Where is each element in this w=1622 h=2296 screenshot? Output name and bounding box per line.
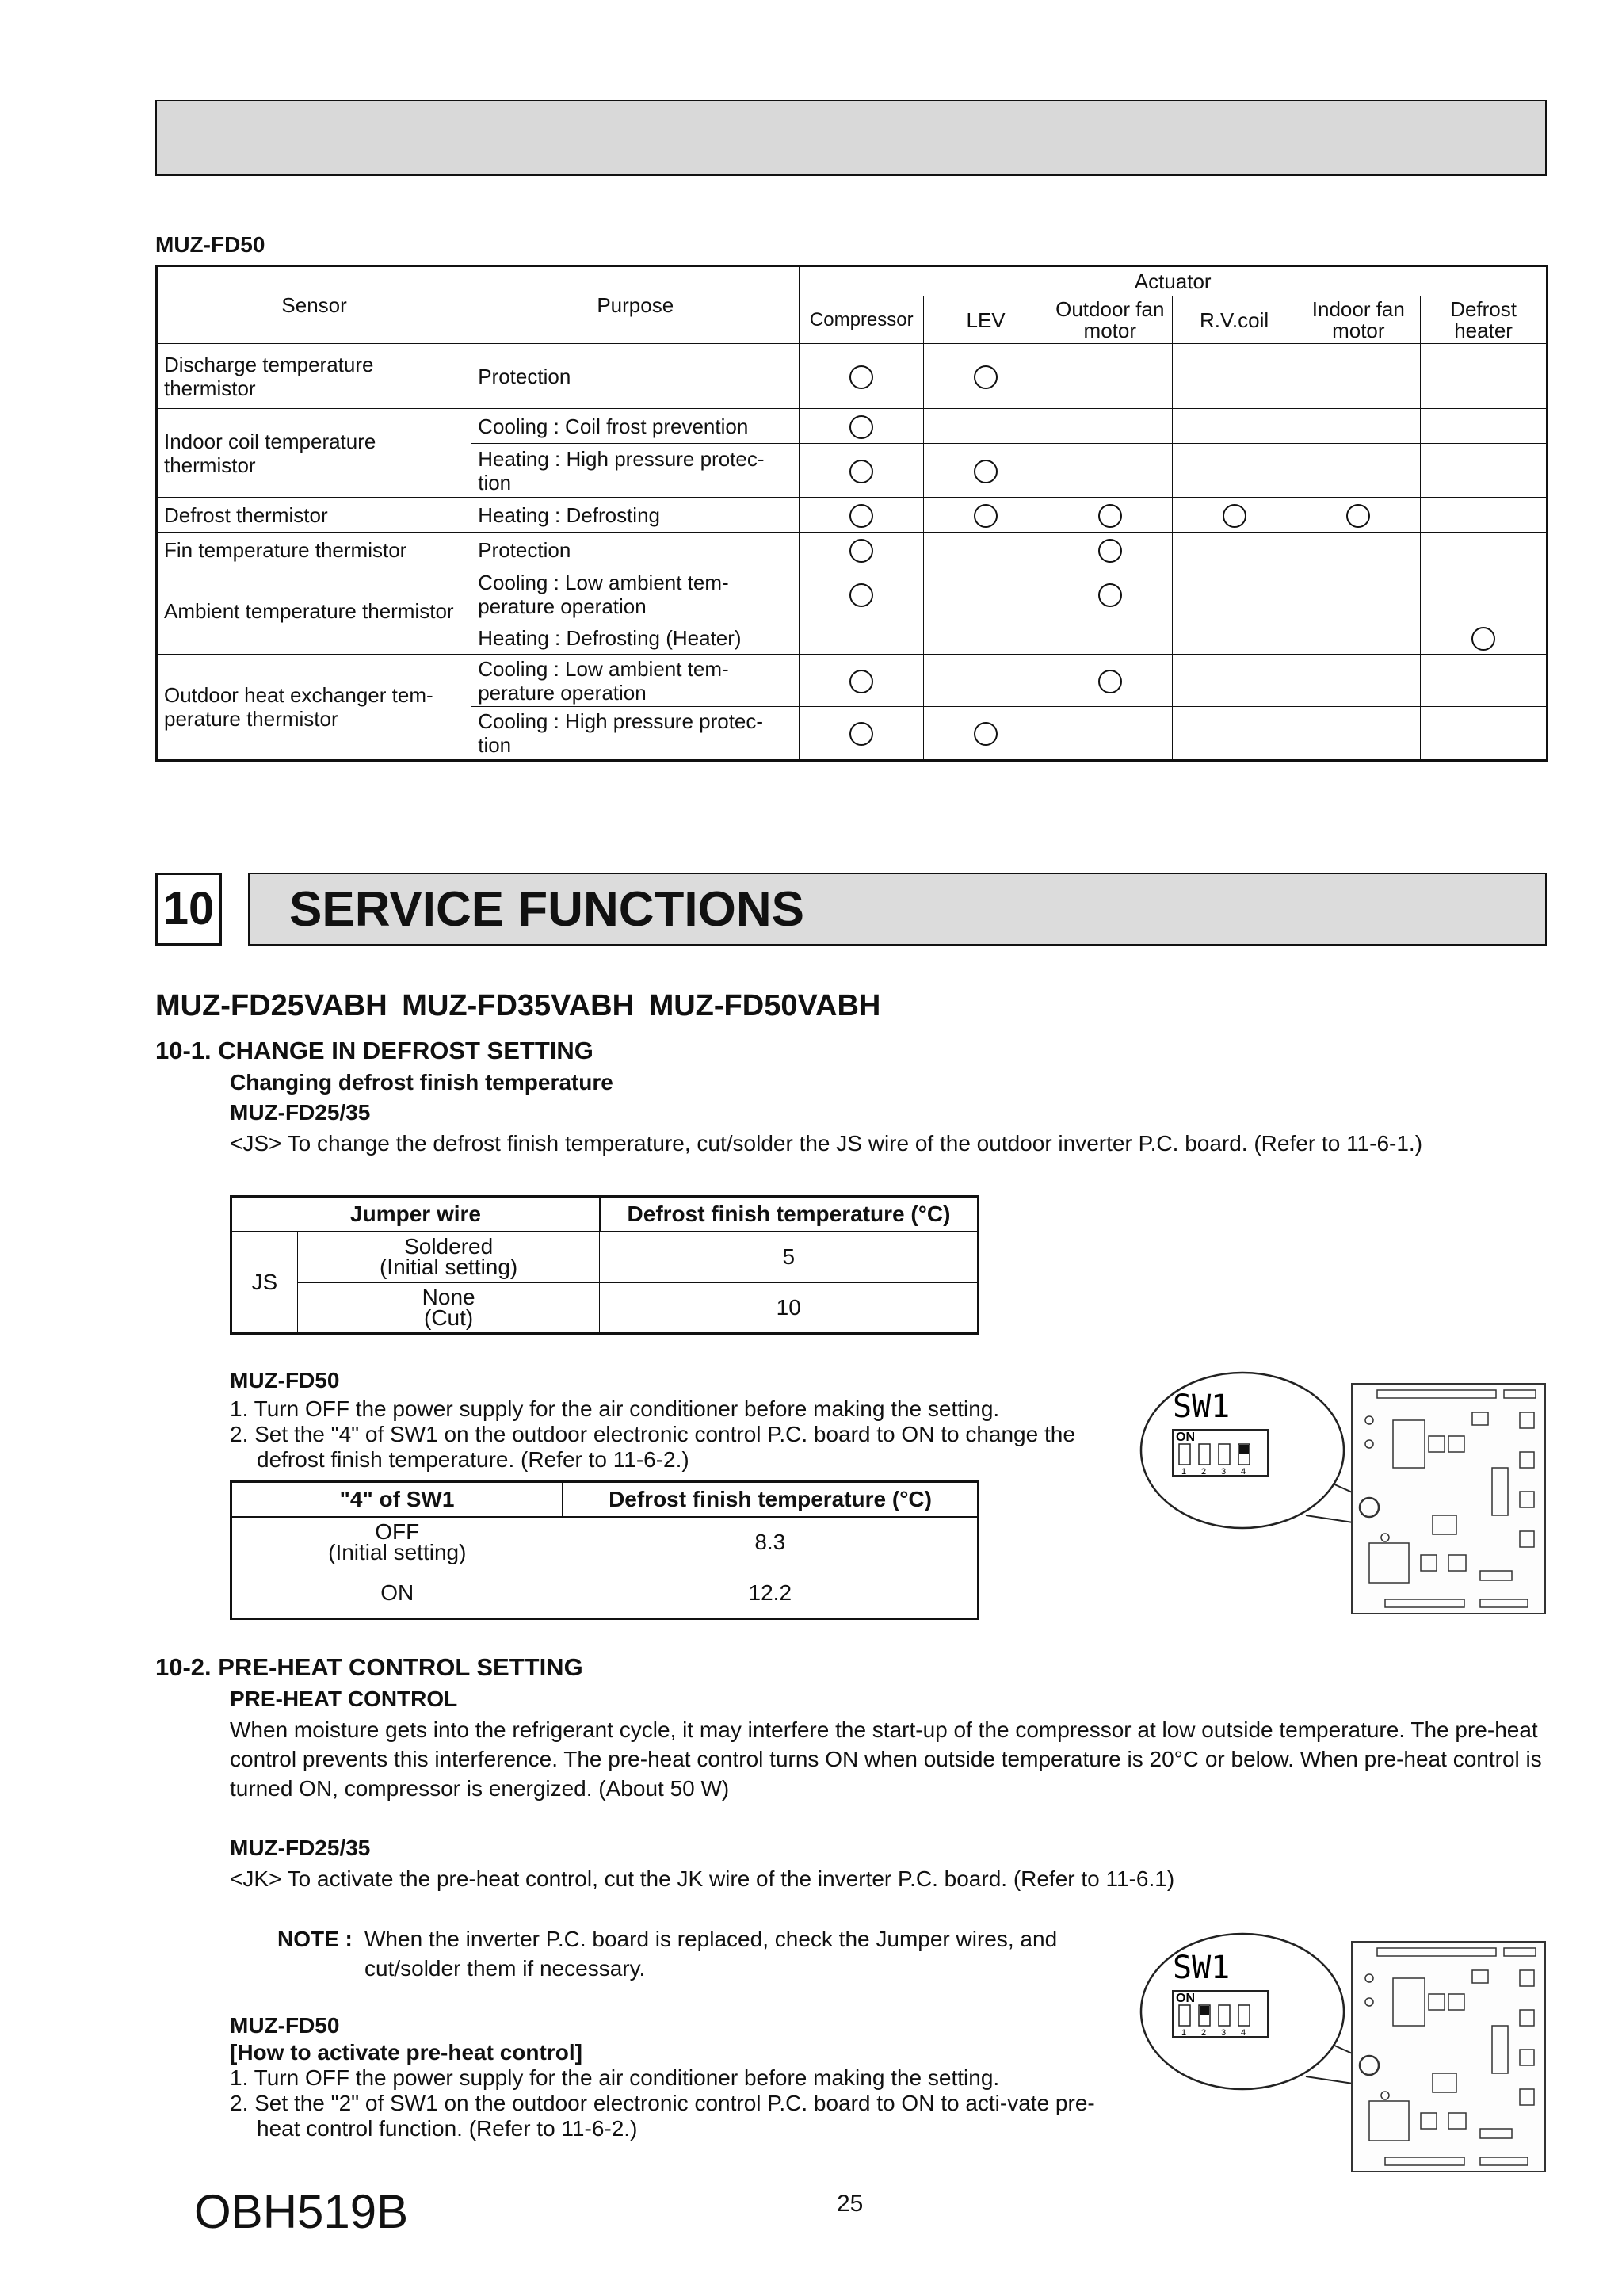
setting-label: ON <box>231 1568 563 1618</box>
defrost-step-1: 1. Turn OFF the power supply for the air conditioner before making the setting. <box>230 1396 1000 1421</box>
document-code: OBH519B <box>194 2185 409 2238</box>
purpose-cell: Protection <box>471 533 800 567</box>
defrost-text-a: <JS> To change the defrost finish temperature, cut/solder the JS wire of the outdoor inverter P.C. board. (Refer to 11-6-1.) <box>230 1131 1423 1156</box>
circle-mark <box>849 504 873 528</box>
purpose-cell: Heating : Defrosting (Heater) <box>471 621 800 655</box>
header-actuator: Actuator <box>800 266 1548 296</box>
on-label: ON <box>1176 1431 1195 1444</box>
table-row <box>231 1517 979 1568</box>
dip-switch-3 <box>1219 2005 1230 2026</box>
purpose-cell: Protection <box>471 344 800 409</box>
dip-switch-2-on <box>1200 2006 1209 2015</box>
switch-number: 1 <box>1181 1467 1187 1477</box>
switch-number: 2 <box>1201 1467 1207 1477</box>
preheat-heading: 10-2. PRE-HEAT CONTROL SETTING <box>155 1653 583 1681</box>
circle-mark <box>849 583 873 607</box>
sensor-cell: Indoor coil temperature thermistor <box>157 409 471 498</box>
purpose-cell: Heating : High pressure protec-tion <box>471 444 800 498</box>
circle-mark <box>849 415 873 439</box>
purpose-cell: Cooling : High pressure protec-tion <box>471 707 800 761</box>
sensor-cell: Outdoor heat exchanger tem-perature thermistor <box>157 655 471 761</box>
purpose-cell: Heating : Defrosting <box>471 498 800 533</box>
switch-number: 4 <box>1241 1467 1246 1477</box>
temp-col-header: Defrost finish temperature (°C) <box>600 1197 979 1232</box>
defrost-step-2: 2. Set the "4" of SW1 on the outdoor electronic control P.C. board to ON to change the defrost finish temperature. (Refer to 11-6-2.) <box>230 1422 1075 1472</box>
js-group-cell: JS <box>231 1232 298 1333</box>
header-band <box>155 100 1547 176</box>
header-defrost-heater: Defrost heater <box>1421 296 1548 344</box>
table-row <box>157 409 1548 444</box>
setting-label: None <box>422 1284 475 1309</box>
circle-mark <box>849 539 873 563</box>
purpose-cell: Cooling : Low ambient tem-perature operation <box>471 567 800 621</box>
circle-mark <box>1098 504 1122 528</box>
table-row <box>231 1232 979 1282</box>
table-row <box>231 1568 979 1618</box>
preheat-model-b: MUZ-FD50 <box>230 2013 340 2038</box>
defrost-heading: 10-1. CHANGE IN DEFROST SETTING <box>155 1037 593 1064</box>
sensor-cell: Discharge temperature thermistor <box>157 344 471 409</box>
table-row <box>157 567 1548 621</box>
setting-note: (Initial setting) <box>379 1255 518 1280</box>
dip-switch-2 <box>1199 1444 1210 1465</box>
preheat-step-2: 2. Set the "2" of SW1 on the outdoor electronic control P.C. board to ON to acti-vate pre-heat control function. (Refer to 11-6-2.) <box>230 2091 1095 2141</box>
on-label: ON <box>1176 1992 1195 2005</box>
defrost-model-b: MUZ-FD50 <box>230 1368 340 1392</box>
sw1-callout-svg <box>1132 1926 1547 2181</box>
temp-value: 5 <box>600 1232 979 1282</box>
setting-label: OFF <box>375 1519 420 1545</box>
circle-mark <box>1098 670 1122 693</box>
sw1-callout-svg <box>1132 1365 1547 1623</box>
circle-mark <box>974 722 998 746</box>
dip-switch-3 <box>1219 1444 1230 1465</box>
sw1-diagram-preheat <box>1132 1926 1547 2181</box>
page-number: 25 <box>837 2191 864 2217</box>
table-row <box>157 533 1548 567</box>
switch-number: 3 <box>1221 2028 1227 2038</box>
temp-value: 8.3 <box>563 1517 978 1568</box>
sensor-cell: Fin temperature thermistor <box>157 533 471 567</box>
header-purpose: Purpose <box>471 266 800 344</box>
purpose-cell: Cooling : Coil frost prevention <box>471 409 800 444</box>
circle-mark <box>849 460 873 483</box>
preheat-paragraph: When moisture gets into the refrigerant cycle, it may interfere the start-up of the compressor at low outside temperature. The pre-heat control prevents this interference. The pre-heat control turns ON when outside temperature is 20°C or below. When pre-heat control is turned ON, compressor is energized. (About 50 W) <box>230 1717 1542 1801</box>
header-rv-coil: R.V.coil <box>1172 296 1296 344</box>
pcb-board <box>1352 1942 1545 2172</box>
circle-mark <box>1346 504 1370 528</box>
preheat-text-a: <JK> To activate the pre-heat control, cut the JK wire of the inverter P.C. board. (Refer to 11-6.1) <box>230 1866 1175 1891</box>
circle-mark <box>1223 504 1246 528</box>
preheat-note <box>277 1924 1109 1983</box>
section-title: SERVICE FUNCTIONS <box>248 873 1547 946</box>
dip-switch-1 <box>1179 1444 1190 1465</box>
defrost-model-a: MUZ-FD25/35 <box>230 1100 371 1125</box>
circle-mark <box>849 722 873 746</box>
model-list: MUZ-FD25VABH MUZ-FD35VABH MUZ-FD50VABH <box>155 989 881 1022</box>
circle-mark <box>1098 583 1122 607</box>
temp-value: 12.2 <box>563 1568 978 1618</box>
sw1-label: SW1 <box>1173 1950 1231 1986</box>
circle-mark <box>849 365 873 389</box>
switch-number: 2 <box>1201 2028 1207 2038</box>
preheat-model-a: MUZ-FD25/35 <box>230 1836 371 1860</box>
dip-switch-4 <box>1238 2005 1250 2026</box>
setting-note: (Initial setting) <box>328 1540 467 1565</box>
sensor-cell: Defrost thermistor <box>157 498 471 533</box>
preheat-howto: [How to activate pre-heat control] <box>230 2040 582 2065</box>
circle-mark <box>974 460 998 483</box>
sw1-col-header: "4" of SW1 <box>231 1482 563 1518</box>
preheat-step-1: 1. Turn OFF the power supply for the air conditioner before making the setting. <box>230 2065 1000 2090</box>
header-compressor: Compressor <box>800 296 924 344</box>
header-outdoor-fan: Outdoor fan motor <box>1048 296 1172 344</box>
table-row <box>157 498 1548 533</box>
setting-label: Soldered <box>404 1234 494 1259</box>
sensor-cell: Ambient temperature thermistor <box>157 567 471 655</box>
circle-mark <box>974 504 998 528</box>
sw1-label: SW1 <box>1173 1389 1231 1425</box>
dip-switch-1 <box>1179 2005 1190 2026</box>
section-number: 10 <box>155 873 222 946</box>
jumper-col-header: Jumper wire <box>231 1197 600 1232</box>
jumper-table <box>230 1195 979 1335</box>
sensor-actuator-table <box>155 265 1548 762</box>
header-sensor: Sensor <box>157 266 471 344</box>
table-row <box>157 655 1548 707</box>
table-row <box>157 344 1548 409</box>
header-lev: LEV <box>924 296 1048 344</box>
note-label: NOTE : <box>277 1927 353 1951</box>
note-text: When the inverter P.C. board is replaced, check the Jumper wires, and cut/solder them if necessary. <box>364 1927 1058 1981</box>
preheat-subheading: PRE-HEAT CONTROL <box>230 1687 458 1711</box>
sw1-table <box>230 1480 979 1620</box>
temp-col-header: Defrost finish temperature (°C) <box>563 1482 978 1518</box>
switch-number: 4 <box>1241 2028 1246 2038</box>
table-row <box>231 1282 979 1333</box>
pcb-board <box>1352 1384 1545 1614</box>
switch-number: 3 <box>1221 1467 1227 1477</box>
circle-mark <box>849 670 873 693</box>
dip-switch-4-on <box>1239 1445 1249 1454</box>
sw1-diagram-defrost <box>1132 1365 1547 1623</box>
circle-mark <box>1471 627 1495 651</box>
switch-number: 1 <box>1181 2028 1187 2038</box>
circle-mark <box>1098 539 1122 563</box>
table-model-label: MUZ-FD50 <box>155 232 265 257</box>
purpose-cell: Cooling : Low ambient tem-perature operation <box>471 655 800 707</box>
setting-note: (Cut) <box>424 1305 474 1330</box>
circle-mark <box>974 365 998 389</box>
header-indoor-fan: Indoor fan motor <box>1296 296 1421 344</box>
defrost-subheading: Changing defrost finish temperature <box>230 1070 613 1095</box>
temp-value: 10 <box>600 1282 979 1333</box>
